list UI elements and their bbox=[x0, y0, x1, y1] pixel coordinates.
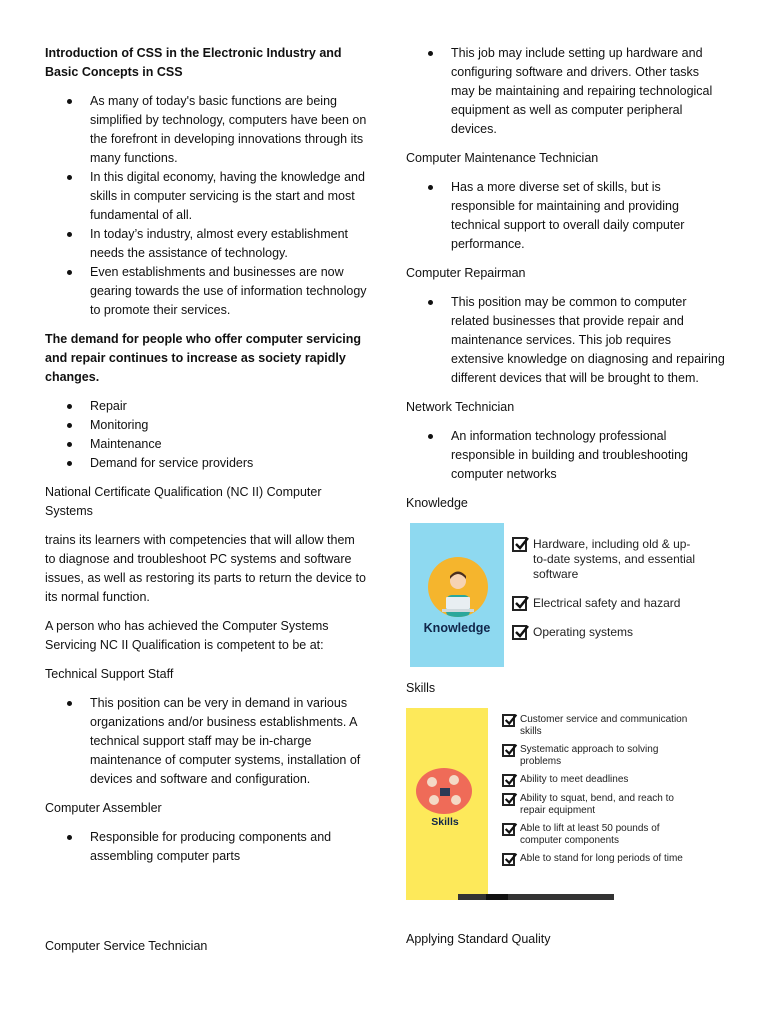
nc-heading: National Certificate Qualification (NC II) Computer Systems bbox=[45, 485, 322, 518]
repairman-bullet-list bbox=[406, 293, 726, 388]
skills-heading: Skills bbox=[406, 681, 436, 695]
skills-check-item: Customer service and communication skills bbox=[502, 714, 702, 738]
knowledge-check-item: Operating systems bbox=[512, 625, 702, 640]
demand-bullet-list bbox=[45, 397, 367, 473]
competent-paragraph: A person who has achieved the Computer Systems Servicing NC II Qualification is competent to be at: bbox=[45, 619, 329, 652]
section-heading-intro: Introduction of CSS in the Electronic Industry and Basic Concepts in CSS bbox=[45, 46, 342, 79]
checkmark-icon bbox=[512, 537, 527, 552]
checkmark-icon bbox=[502, 774, 515, 787]
nc-paragraph: trains its learners with competencies that will allow them to diagnose and troubleshoot PC systems and software issues, as well as restoring its parts to return the device to its normal function. bbox=[45, 533, 366, 604]
knowledge-check-item: Hardware, including old & up-to-date systems, and essential software bbox=[512, 537, 702, 582]
right-column bbox=[406, 44, 726, 910]
knowledge-heading: Knowledge bbox=[406, 496, 468, 510]
list-item: Monitoring bbox=[45, 416, 367, 435]
assembler-bullet-list bbox=[45, 828, 367, 866]
assembler-heading: Computer Assembler bbox=[45, 801, 162, 815]
list-item: In this digital economy, having the knowledge and skills in computer servicing is the start and most fundamental of all. bbox=[45, 168, 367, 225]
section-heading-demand: The demand for people who offer computer servicing and repair continues to increase as society rapidly changes. bbox=[45, 332, 362, 384]
knowledge-panel-label: Knowledge bbox=[423, 621, 491, 635]
intro-bullet-list bbox=[45, 92, 367, 320]
skills-checklist bbox=[502, 714, 702, 872]
skills-check-item: Able to lift at least 50 pounds of computer components bbox=[502, 823, 702, 847]
knowledge-panel bbox=[410, 523, 504, 667]
skills-check-item: Systematic approach to solving problems bbox=[502, 744, 702, 768]
applying-heading: Applying Standard Quality bbox=[406, 932, 551, 946]
checkmark-icon bbox=[502, 823, 515, 836]
list-item: Even establishments and businesses are now gearing towards the use of information technology to promote their services. bbox=[45, 263, 367, 320]
skills-panel bbox=[406, 708, 488, 900]
knowledge-figure bbox=[406, 523, 706, 669]
knowledge-check-item: Electrical safety and hazard bbox=[512, 596, 702, 611]
service-tech-heading: Computer Service Technician bbox=[45, 939, 208, 953]
list-item: This job may include setting up hardware and configuring software and drivers. Other tasks may be maintaining and repairing technological equipment as well as computer peripheral devices. bbox=[406, 44, 726, 139]
list-item: Responsible for producing components and assembling computer parts bbox=[45, 828, 367, 866]
skills-figure bbox=[406, 708, 706, 900]
checkmark-icon bbox=[512, 596, 527, 611]
left-column bbox=[45, 44, 367, 876]
checkmark-icon bbox=[502, 744, 515, 757]
knowledge-checklist bbox=[512, 537, 702, 654]
skills-panel-label: Skills bbox=[431, 816, 459, 828]
tech-support-heading: Technical Support Staff bbox=[45, 667, 174, 681]
tech-support-bullet-list bbox=[45, 694, 367, 789]
technician-avatar-icon bbox=[428, 557, 488, 617]
checkmark-icon bbox=[502, 714, 515, 727]
maintenance-bullet-list bbox=[406, 178, 726, 254]
list-item: Has a more diverse set of skills, but is responsible for maintaining and providing technical support to overall daily computer performance. bbox=[406, 178, 726, 254]
maintenance-heading: Computer Maintenance Technician bbox=[406, 151, 599, 165]
skills-check-item: Ability to meet deadlines bbox=[502, 774, 702, 787]
list-item: Maintenance bbox=[45, 435, 367, 454]
service-tech-bullet-list bbox=[406, 44, 726, 139]
list-item: An information technology professional responsible in building and troubleshooting computer networks bbox=[406, 427, 726, 484]
list-item: This position can be very in demand in various organizations and/or business establishments. A technical support staff may be in-charge maintenance of computer systems, installation of devices and software and configuration. bbox=[45, 694, 367, 789]
list-item: Repair bbox=[45, 397, 367, 416]
list-item: In today’s industry, almost every establishment needs the assistance of technology. bbox=[45, 225, 367, 263]
list-item: This position may be common to computer related businesses that provide repair and maintenance services. This job requires extensive knowledge on diagnosing and repairing different devices that will be brought to them. bbox=[406, 293, 726, 388]
network-bullet-list bbox=[406, 427, 726, 484]
checkmark-icon bbox=[512, 625, 527, 640]
skills-check-item: Able to stand for long periods of time bbox=[502, 853, 702, 866]
checkmark-icon bbox=[502, 793, 515, 806]
list-item: As many of today's basic functions are being simplified by technology, computers have been on the forefront in developing innovations through its many functions. bbox=[45, 92, 367, 168]
checkmark-icon bbox=[502, 853, 515, 866]
skills-check-item: Ability to squat, bend, and reach to repair equipment bbox=[502, 793, 702, 817]
list-item: Demand for service providers bbox=[45, 454, 367, 473]
hands-icon bbox=[416, 768, 472, 814]
image-overlay-bar bbox=[458, 894, 614, 900]
network-heading: Network Technician bbox=[406, 400, 515, 414]
repairman-heading: Computer Repairman bbox=[406, 266, 526, 280]
